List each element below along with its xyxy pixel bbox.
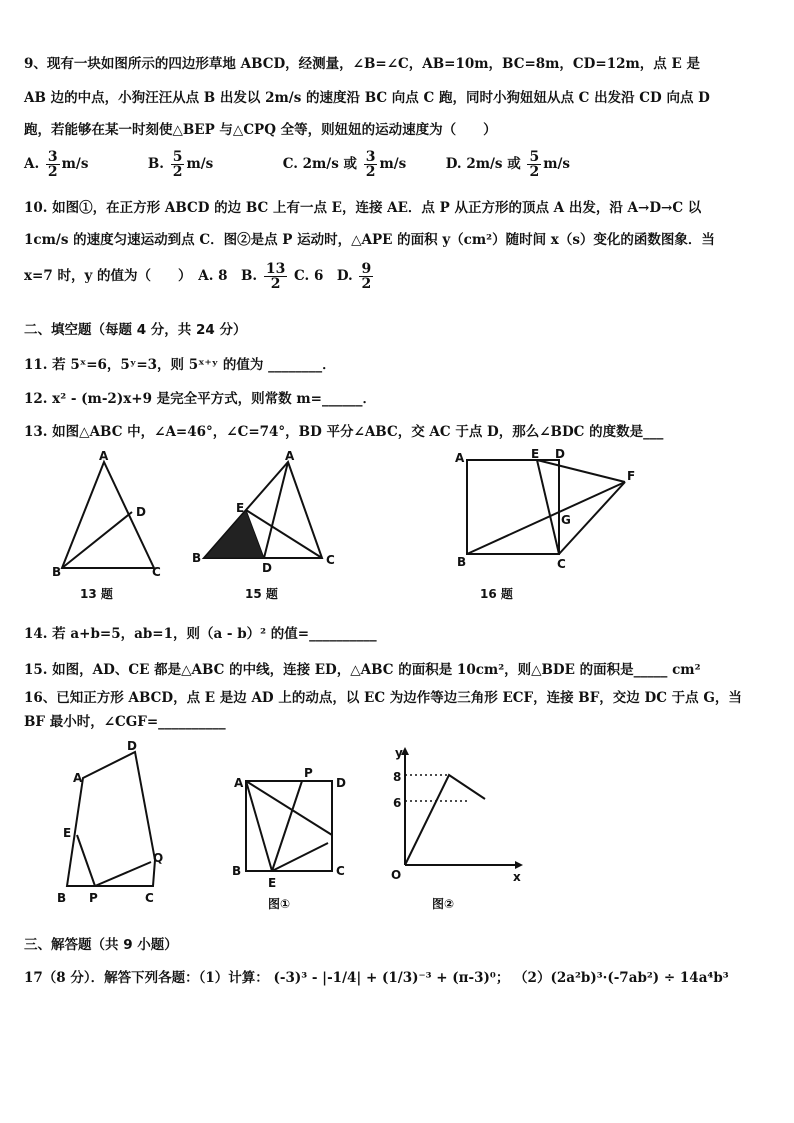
caption-16: 16 题 — [480, 587, 513, 601]
svg-text:A: A — [234, 776, 244, 790]
caption-fig1: 图① — [268, 897, 291, 911]
svg-text:C: C — [557, 557, 566, 571]
q9-line3: 跑，若能够在某一时刻使△BEP 与△CPQ 全等，则妞妞的运动速度为（ ） — [24, 122, 497, 138]
q14-text: 14. 若 a+b=5，ab=1，则（a - b）² 的值=__________ — [24, 626, 377, 642]
svg-text:C: C — [336, 864, 345, 878]
svg-text:G: G — [561, 513, 571, 527]
q16-line1: 16、已知正方形 ABCD，点 E 是边 AD 上的动点，以 EC 为边作等边三角形 ECF，连接 BF，交边 DC 于点 G，当 — [24, 690, 742, 706]
caption-15: 15 题 — [245, 587, 278, 601]
q9-options: A. $\frac{3}{2}$ m/s B. $\frac{5}{2}$ m/s C. 2m/s 或 $\frac{3}{2}$ m/s D. 2m/s 或 $\frac{5}{2}$ m/s — [24, 149, 571, 180]
svg-text:F: F — [627, 469, 636, 483]
svg-text:C: C — [152, 565, 161, 579]
svg-text:P: P — [304, 766, 313, 780]
figure-16 — [455, 447, 655, 580]
svg-text:A: A — [455, 451, 465, 465]
figure-13 — [50, 450, 170, 580]
q11-text: 11. 若 5ˣ=6，5ʸ=3，则 5ˣ⁺ʸ 的值为 ________． — [24, 357, 336, 373]
svg-text:x: x — [513, 870, 521, 884]
svg-text:D: D — [136, 505, 146, 519]
q9-line2: AB 边的中点，小狗汪汪从点 B 出发以 2m/s 的速度沿 BC 向点 C 跑，同时小狗妞妞从点 C 出发沿 CD 向点 D — [24, 90, 710, 106]
section-3-heading: 三、解答题（共 9 小题） — [24, 937, 178, 953]
q17-expression-1: (-3)³ - |-1/4| + (1/3)⁻³ + (π-3)⁰； — [273, 970, 510, 986]
q9-option-a: A. — [24, 156, 40, 172]
caption-fig2: 图② — [432, 897, 455, 911]
svg-text:D: D — [262, 561, 272, 575]
q10-line2: 1cm/s 的速度匀速运动到点 C．图②是点 P 运动时，△APE 的面积 y（cm²）随时间 x（s）变化的函数图象．当 — [24, 232, 715, 248]
figure-q9-quadrilateral — [55, 740, 175, 910]
figure-q10-square — [230, 765, 360, 895]
svg-text:Q: Q — [153, 851, 164, 865]
q9-option-d: D. 2m/s 或 — [445, 156, 521, 172]
svg-text:B: B — [457, 555, 467, 569]
svg-text:B: B — [232, 864, 242, 878]
svg-text:E: E — [63, 826, 72, 840]
figure-15 — [190, 450, 350, 580]
svg-text:E: E — [236, 501, 245, 515]
q9-option-c: C. 2m/s 或 — [282, 156, 358, 172]
svg-text:A: A — [73, 771, 83, 785]
caption-13: 13 题 — [80, 587, 113, 601]
q9-option-b: B. — [147, 156, 164, 172]
figure-q10-graph — [365, 745, 525, 895]
svg-text:O: O — [391, 868, 402, 882]
q16-line2: BF 最小时，∠CGF=__________ — [24, 714, 226, 730]
svg-text:B: B — [52, 565, 62, 579]
svg-text:8: 8 — [393, 770, 402, 784]
svg-text:6: 6 — [393, 796, 402, 810]
svg-text:y: y — [395, 746, 403, 760]
q15-text: 15. 如图，AD、CE 都是△ABC 的中线，连接 ED，△ABC 的面积是 10cm²，则△BDE 的面积是_____ cm² — [24, 662, 701, 678]
svg-text:D: D — [127, 739, 137, 753]
svg-text:A: A — [285, 449, 295, 463]
svg-text:A: A — [99, 449, 109, 463]
svg-text:C: C — [145, 891, 154, 905]
q17-expression-2: （2）(2a²b)³·(-7ab²) ÷ 14a⁴b³ — [514, 970, 729, 986]
svg-text:E: E — [531, 447, 540, 461]
section-2-heading: 二、填空题（每题 4 分，共 24 分） — [24, 322, 247, 338]
q10-line3: x=7 时，y 的值为（ ） A. 8 B. $\frac{13}{2}$ C. 6 D. $\frac{9}{2}$ — [24, 261, 372, 292]
svg-text:B: B — [192, 551, 202, 565]
q9-line1: 9、现有一块如图所示的四边形草地 ABCD，经测量，∠B=∠C，AB=10m，BC=8m，CD=12m，点 E 是 — [24, 56, 700, 72]
svg-text:B: B — [57, 891, 67, 905]
q10-line1: 10. 如图①，在正方形 ABCD 的边 BC 上有一点 E，连接 AE．点 P 从正方形的顶点 A 出发，沿 A→D→C 以 — [24, 200, 702, 216]
q12-text: 12. x² - (m-2)x+9 是完全平方式，则常数 m=______． — [24, 391, 376, 407]
q17-text: 17（8 分）．解答下列各题：（1）计算： (-3)³ - |-1/4| + (1/3)⁻³ + (π-3)⁰； （2）(2a²b)³·(-7ab²) ÷ 14a⁴b³ — [24, 970, 729, 986]
svg-text:C: C — [326, 553, 335, 567]
svg-text:E: E — [268, 876, 277, 890]
q13-text: 13. 如图△ABC 中，∠A=46°，∠C=74°，BD 平分∠ABC，交 AC 于点 D，那么∠BDC 的度数是___ — [24, 424, 664, 440]
svg-text:D: D — [555, 447, 565, 461]
svg-text:P: P — [89, 891, 98, 905]
svg-text:D: D — [336, 776, 346, 790]
